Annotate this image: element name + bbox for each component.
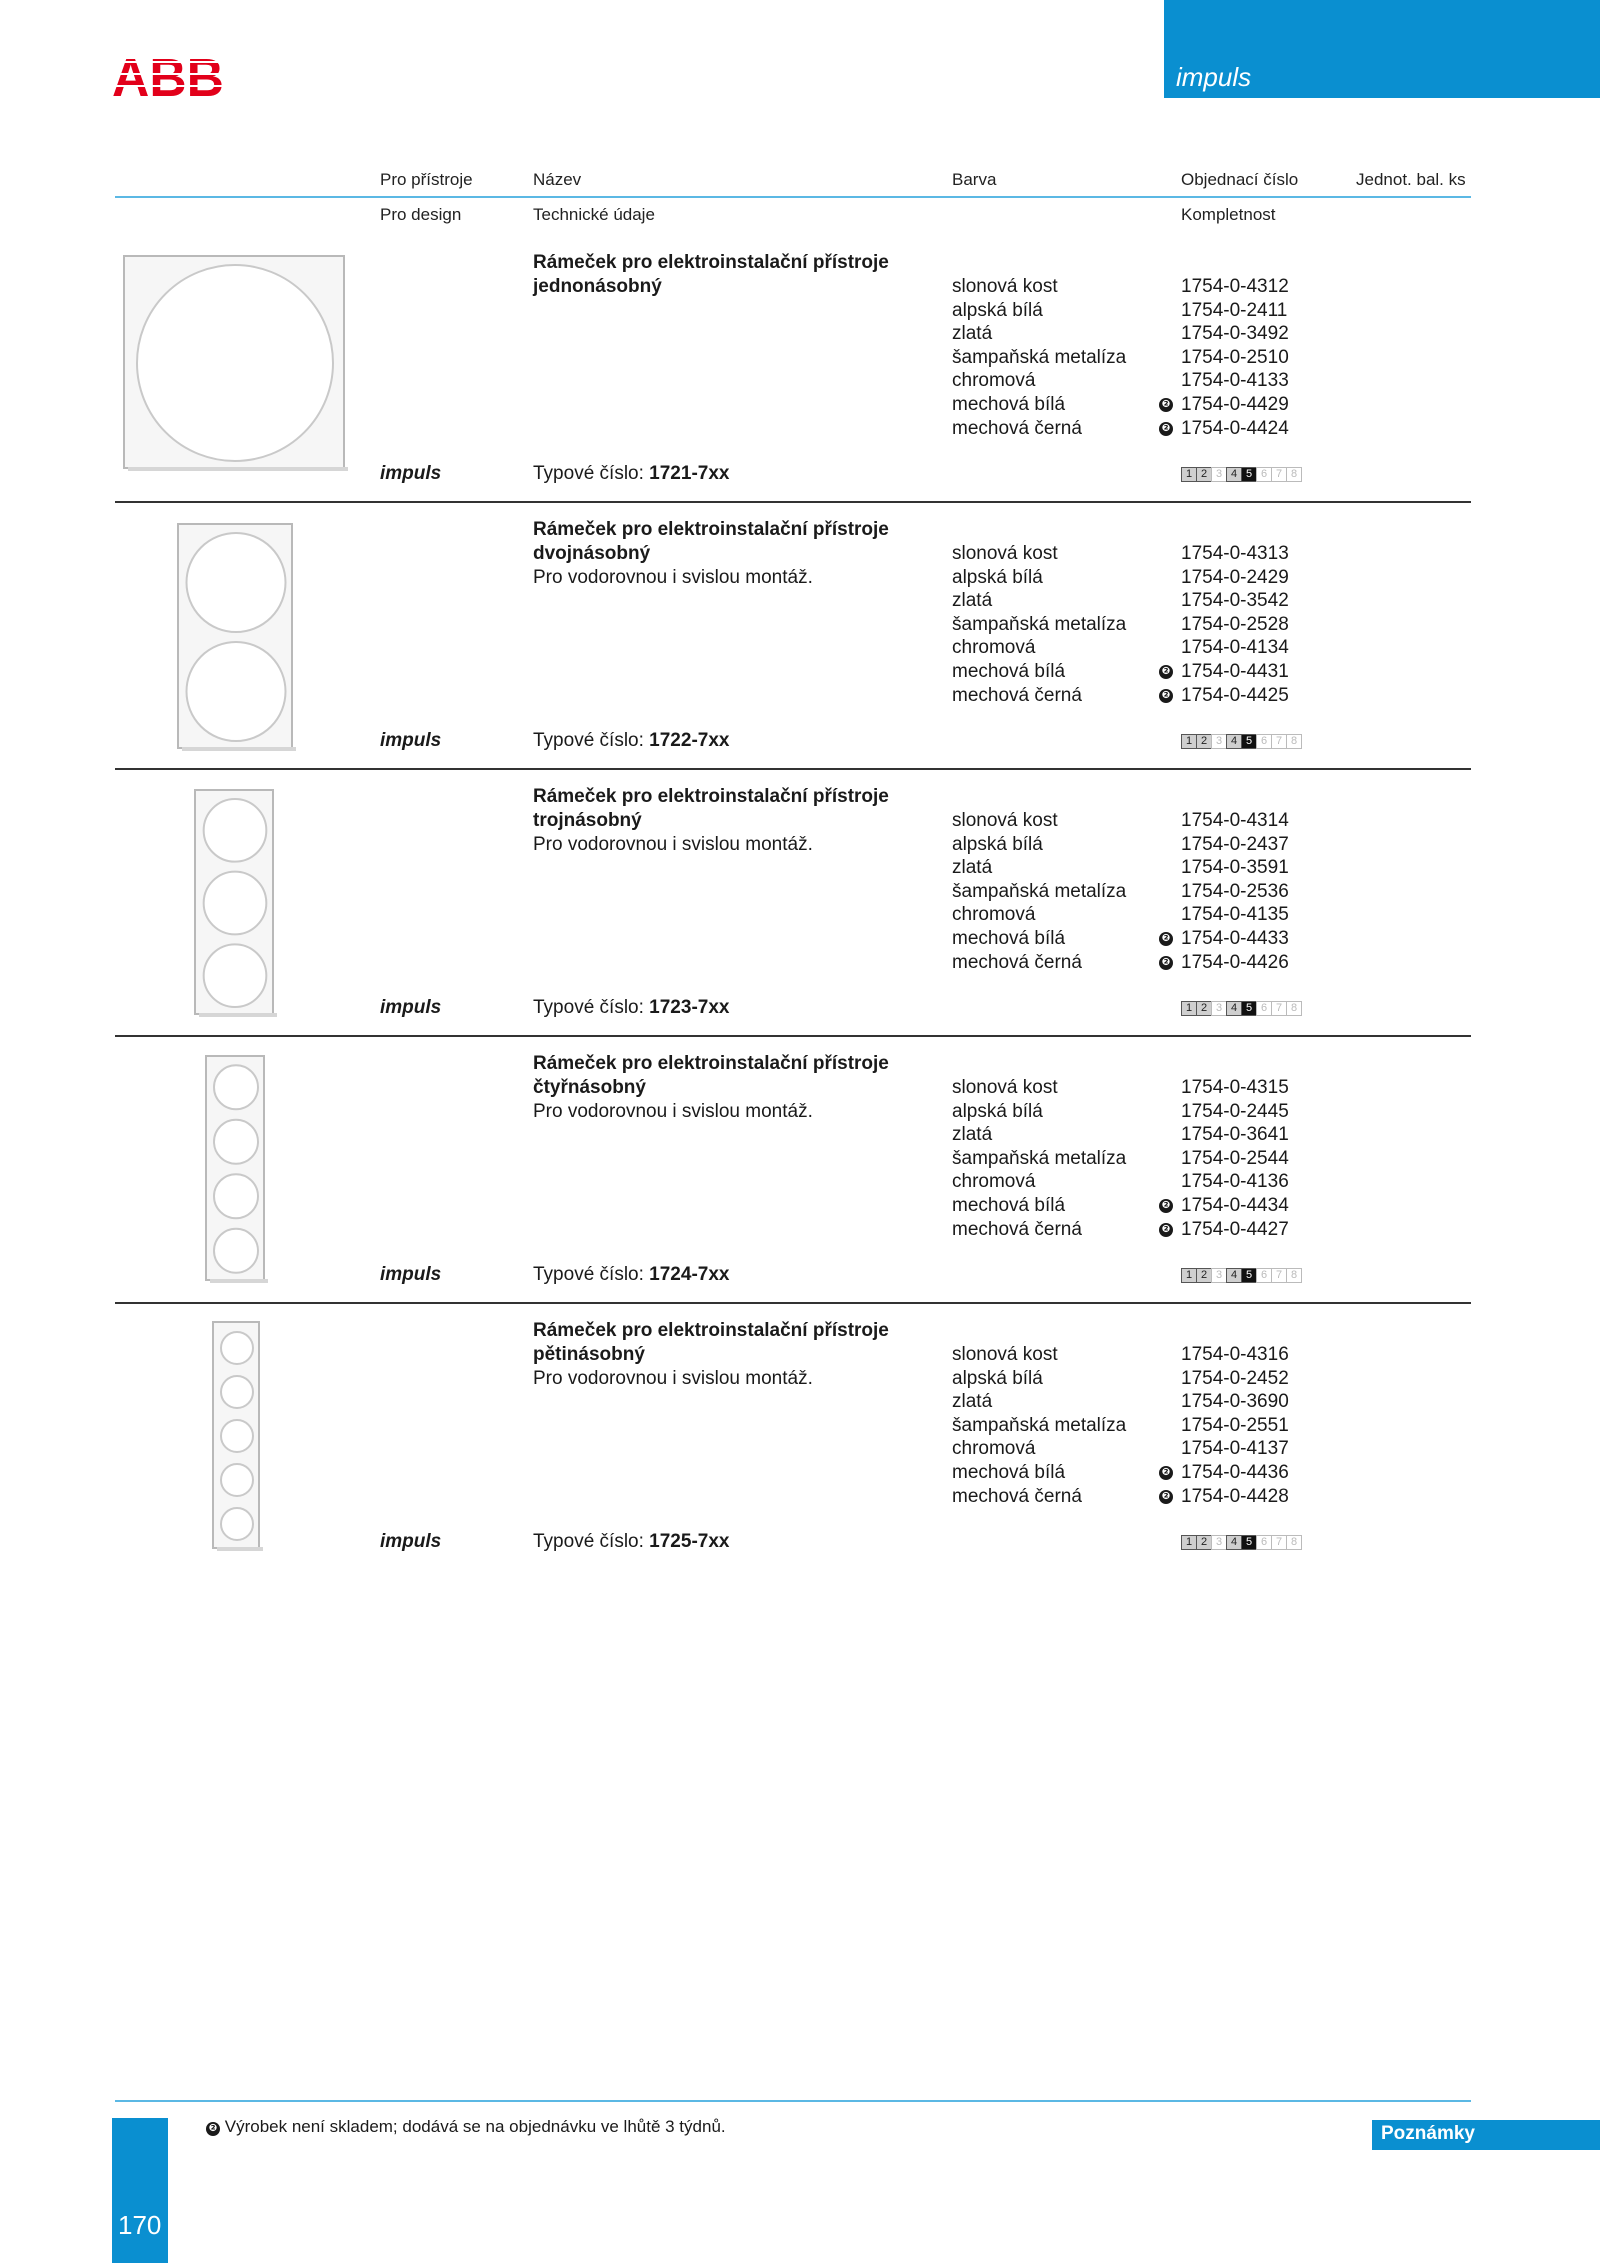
not-in-stock-icon: ❷: [206, 2122, 220, 2136]
type-number: [533, 997, 729, 1019]
variant-order-number: 1754-0-4434: [1181, 1195, 1289, 1216]
type-number-value: 1722-7xx: [649, 730, 730, 751]
variant-color: alpská bílá: [952, 1100, 1043, 1122]
series-tab: [1164, 0, 1600, 98]
type-number: [533, 1531, 729, 1553]
product-subtitle: dvojnásobný: [533, 543, 651, 564]
variant-order-number: 1754-0-4429: [1181, 394, 1289, 415]
variant-order-number: 1754-0-4436: [1181, 1462, 1289, 1483]
col-tech: Technické údaje: [533, 205, 655, 224]
not-in-stock-icon: ❷: [1159, 1466, 1173, 1480]
col-devices: Pro přístroje: [380, 170, 473, 189]
variant-color: mechová bílá: [952, 1195, 1066, 1216]
variant-color: zlatá: [952, 1391, 993, 1413]
variant-color: slonová kost: [952, 543, 1058, 564]
completeness-cell: 5: [1241, 1001, 1257, 1016]
frame-opening: [214, 1229, 258, 1273]
frame-opening: [187, 533, 286, 632]
completeness-cell: 8: [1286, 1268, 1302, 1283]
product-note: Pro vodorovnou i svislou montáž.: [533, 1101, 813, 1122]
frame-opening: [221, 1376, 253, 1408]
completeness-cell: 6: [1256, 1001, 1272, 1016]
variant-color: šampaňská metalíza: [952, 880, 1127, 902]
completeness-cell: 1: [1181, 467, 1197, 482]
completeness-cell: 7: [1271, 1268, 1287, 1283]
completeness-cell: 6: [1256, 1268, 1272, 1283]
variant-color: zlatá: [952, 857, 993, 879]
not-in-stock-icon: ❷: [1159, 398, 1173, 412]
product-note: Pro vodorovnou i svislou montáž.: [533, 1368, 813, 1389]
type-number: [533, 463, 729, 485]
not-in-stock-icon: ❷: [1159, 689, 1173, 703]
col-color: Barva: [952, 170, 997, 189]
variant-order-number: 1754-0-4133: [1181, 370, 1289, 392]
completeness-cell: 6: [1256, 467, 1272, 482]
type-number-value: 1725-7xx: [649, 1531, 730, 1552]
variant-color: mechová černá: [952, 951, 1082, 973]
variant-order-number: 1754-0-4316: [1181, 1344, 1289, 1365]
variant-color: mechová bílá: [952, 928, 1066, 949]
completeness-cell: 2: [1196, 734, 1212, 749]
completeness-cell: 7: [1271, 1535, 1287, 1550]
col-unit: Jednot. bal. ks: [1356, 170, 1466, 189]
variant-color: alpská bílá: [952, 566, 1043, 588]
type-number: [533, 1264, 729, 1286]
product-brand: impuls: [380, 997, 442, 1018]
completeness-cell: 4: [1226, 1001, 1242, 1016]
product-brand: impuls: [380, 1531, 442, 1552]
completeness-grid: [1181, 1268, 1301, 1283]
completeness-cell: 6: [1256, 734, 1272, 749]
variant-color: šampaňská metalíza: [952, 1147, 1127, 1169]
col-order: Objednací číslo: [1181, 170, 1299, 189]
variant-order-number: 1754-0-2437: [1181, 833, 1289, 855]
notes-tab: [1372, 2120, 1600, 2150]
frame-opening: [221, 1508, 253, 1540]
completeness-cell: 7: [1271, 1001, 1287, 1016]
variant-color: mechová bílá: [952, 661, 1066, 682]
product-title: Rámeček pro elektroinstalační přístroje: [533, 1320, 889, 1341]
type-number-label: Typové číslo:: [533, 730, 644, 751]
completeness-cell: 4: [1226, 734, 1242, 749]
variant-color: mechová bílá: [952, 1462, 1066, 1483]
variant-color: chromová: [952, 1438, 1036, 1460]
frame-opening: [187, 642, 286, 741]
variant-order-number: 1754-0-2452: [1181, 1367, 1289, 1389]
completeness-cell: 5: [1241, 467, 1257, 482]
frame-opening: [221, 1464, 253, 1496]
completeness-cell: 7: [1271, 467, 1287, 482]
variant-color: zlatá: [952, 1124, 993, 1146]
variant-color: zlatá: [952, 323, 993, 345]
variant-order-number: 1754-0-2510: [1181, 346, 1289, 368]
variant-color: šampaňská metalíza: [952, 613, 1127, 635]
product-title: Rámeček pro elektroinstalační přístroje: [533, 1053, 889, 1074]
product-brand: impuls: [380, 463, 442, 484]
variant-order-number: 1754-0-4425: [1181, 684, 1289, 706]
completeness-cell: 5: [1241, 734, 1257, 749]
frame-opening: [221, 1332, 253, 1364]
type-number-label: Typové číslo:: [533, 463, 644, 484]
variant-order-number: 1754-0-3591: [1181, 857, 1289, 879]
frame-opening: [204, 944, 267, 1007]
variant-order-number: 1754-0-4431: [1181, 661, 1289, 682]
type-number-value: 1721-7xx: [649, 463, 730, 484]
frame-opening: [214, 1120, 258, 1164]
completeness-cell: 1: [1181, 734, 1197, 749]
not-in-stock-icon: ❷: [1159, 422, 1173, 436]
variant-color: mechová černá: [952, 684, 1082, 706]
variant-color: chromová: [952, 370, 1036, 392]
variant-color: slonová kost: [952, 1077, 1058, 1098]
type-number-label: Typové číslo:: [533, 1531, 644, 1552]
footer-note-text: Výrobek není skladem; dodává se na objednávku ve lhůtě 3 týdnů.: [224, 2117, 726, 2136]
product-subtitle: čtyřnásobný: [533, 1077, 646, 1098]
col-name: Název: [533, 170, 582, 189]
footer-note: [206, 2117, 726, 2137]
product-note: Pro vodorovnou i svislou montáž.: [533, 567, 813, 588]
frame-illustration: [211, 1320, 263, 1552]
product-title: Rámeček pro elektroinstalační přístroje: [533, 786, 889, 807]
completeness-cell: 8: [1286, 467, 1302, 482]
variant-order-number: 1754-0-2544: [1181, 1147, 1289, 1169]
variant-order-number: 1754-0-4313: [1181, 543, 1289, 564]
footer-divider: [115, 2100, 1471, 2102]
variant-order-number: 1754-0-2528: [1181, 613, 1289, 635]
completeness-cell: 6: [1256, 1535, 1272, 1550]
completeness-grid: [1181, 467, 1301, 482]
completeness-cell: 2: [1196, 1001, 1212, 1016]
variant-order-number: 1754-0-4315: [1181, 1077, 1289, 1098]
variant-color: alpská bílá: [952, 833, 1043, 855]
completeness-cell: 4: [1226, 1535, 1242, 1550]
not-in-stock-icon: ❷: [1159, 1223, 1173, 1237]
completeness-cell: 2: [1196, 467, 1212, 482]
variant-order-number: 1754-0-4427: [1181, 1218, 1289, 1240]
variant-order-number: 1754-0-2445: [1181, 1100, 1289, 1122]
variant-color: alpská bílá: [952, 1367, 1043, 1389]
variant-order-number: 1754-0-4312: [1181, 276, 1289, 297]
variant-color: mechová černá: [952, 417, 1082, 439]
variant-order-number: 1754-0-2411: [1181, 299, 1288, 321]
completeness-cell: 4: [1226, 467, 1242, 482]
variant-order-number: 1754-0-2429: [1181, 566, 1289, 588]
variant-order-number: 1754-0-4135: [1181, 904, 1289, 926]
completeness-cell: 3: [1211, 1001, 1227, 1016]
completeness-grid: [1181, 734, 1301, 749]
completeness-cell: 1: [1181, 1001, 1197, 1016]
variant-order-number: 1754-0-2551: [1181, 1414, 1289, 1436]
variant-color: mechová bílá: [952, 394, 1066, 415]
variant-order-number: 1754-0-4134: [1181, 637, 1289, 659]
series-tab-label: impuls: [1176, 62, 1252, 92]
variant-color: zlatá: [952, 590, 993, 612]
variant-color: slonová kost: [952, 810, 1058, 831]
completeness-cell: 7: [1271, 734, 1287, 749]
variant-order-number: 1754-0-4136: [1181, 1171, 1289, 1193]
completeness-cell: 1: [1181, 1535, 1197, 1550]
product-subtitle: trojnásobný: [533, 810, 642, 831]
section-divider: [115, 768, 1471, 770]
not-in-stock-icon: ❷: [1159, 956, 1173, 970]
not-in-stock-icon: ❷: [1159, 1199, 1173, 1213]
completeness-cell: 3: [1211, 467, 1227, 482]
product-subtitle: pětinásobný: [533, 1344, 645, 1365]
frame-illustration: [193, 788, 277, 1018]
variant-color: chromová: [952, 904, 1036, 926]
section-divider: [115, 1035, 1471, 1037]
completeness-cell: 3: [1211, 1535, 1227, 1550]
col-complete: Kompletnost: [1181, 205, 1276, 224]
frame-opening: [214, 1174, 258, 1218]
completeness-cell: 3: [1211, 1268, 1227, 1283]
completeness-grid: [1181, 1535, 1301, 1550]
frame-illustration: [204, 1054, 268, 1284]
variant-order-number: 1754-0-4137: [1181, 1438, 1289, 1460]
type-number-label: Typové číslo:: [533, 1264, 644, 1285]
completeness-cell: 8: [1286, 734, 1302, 749]
header-divider: [115, 196, 1471, 198]
svg-text:ABB: ABB: [112, 50, 224, 102]
type-number-label: Typové číslo:: [533, 997, 644, 1018]
page-number-tab: [112, 2118, 168, 2263]
completeness-cell: 8: [1286, 1535, 1302, 1550]
variant-order-number: 1754-0-4426: [1181, 951, 1289, 973]
variant-order-number: 1754-0-4424: [1181, 417, 1289, 439]
product-title: Rámeček pro elektroinstalační přístroje: [533, 519, 889, 540]
type-number: [533, 730, 729, 752]
section-divider: [115, 501, 1471, 503]
frame-opening: [221, 1420, 253, 1452]
variant-color: šampaňská metalíza: [952, 1414, 1127, 1436]
product-title: Rámeček pro elektroinstalační přístroje: [533, 252, 889, 273]
notes-tab-label: Poznámky: [1381, 2123, 1475, 2144]
variant-order-number: 1754-0-4428: [1181, 1485, 1289, 1507]
not-in-stock-icon: ❷: [1159, 932, 1173, 946]
col-design: Pro design: [380, 205, 462, 224]
product-brand: impuls: [380, 730, 442, 751]
product-brand: impuls: [380, 1264, 442, 1285]
completeness-cell: 8: [1286, 1001, 1302, 1016]
section-divider: [115, 1302, 1471, 1304]
variant-color: slonová kost: [952, 276, 1058, 297]
frame-opening: [214, 1065, 258, 1109]
frame-illustration: [176, 522, 296, 752]
product-note: Pro vodorovnou i svislou montáž.: [533, 834, 813, 855]
variant-order-number: 1754-0-4314: [1181, 810, 1289, 831]
completeness-cell: 5: [1241, 1268, 1257, 1283]
completeness-cell: 5: [1241, 1535, 1257, 1550]
not-in-stock-icon: ❷: [1159, 1490, 1173, 1504]
variant-order-number: 1754-0-3492: [1181, 323, 1289, 345]
type-number-value: 1724-7xx: [649, 1264, 730, 1285]
variant-color: šampaňská metalíza: [952, 346, 1127, 368]
page-number: 170: [118, 2210, 162, 2240]
variant-order-number: 1754-0-3641: [1181, 1124, 1289, 1146]
completeness-cell: 4: [1226, 1268, 1242, 1283]
variant-color: mechová černá: [952, 1485, 1082, 1507]
variant-color: alpská bílá: [952, 299, 1043, 321]
not-in-stock-icon: ❷: [1159, 665, 1173, 679]
variant-color: chromová: [952, 1171, 1036, 1193]
completeness-cell: 2: [1196, 1535, 1212, 1550]
variant-order-number: 1754-0-3690: [1181, 1391, 1289, 1413]
frame-illustration: [122, 254, 348, 472]
variant-order-number: 1754-0-4433: [1181, 928, 1289, 949]
product-subtitle: jednonásobný: [533, 276, 662, 297]
completeness-grid: [1181, 1001, 1301, 1016]
completeness-cell: 2: [1196, 1268, 1212, 1283]
variant-order-number: 1754-0-2536: [1181, 880, 1289, 902]
variant-color: mechová černá: [952, 1218, 1082, 1240]
frame-opening: [204, 872, 267, 935]
frame-opening: [204, 799, 267, 862]
completeness-cell: 3: [1211, 734, 1227, 749]
variant-color: chromová: [952, 637, 1036, 659]
variant-color: slonová kost: [952, 1344, 1058, 1365]
variant-order-number: 1754-0-3542: [1181, 590, 1289, 612]
frame-opening: [137, 265, 333, 461]
abb-logo: [112, 50, 226, 102]
completeness-cell: 1: [1181, 1268, 1197, 1283]
type-number-value: 1723-7xx: [649, 997, 730, 1018]
